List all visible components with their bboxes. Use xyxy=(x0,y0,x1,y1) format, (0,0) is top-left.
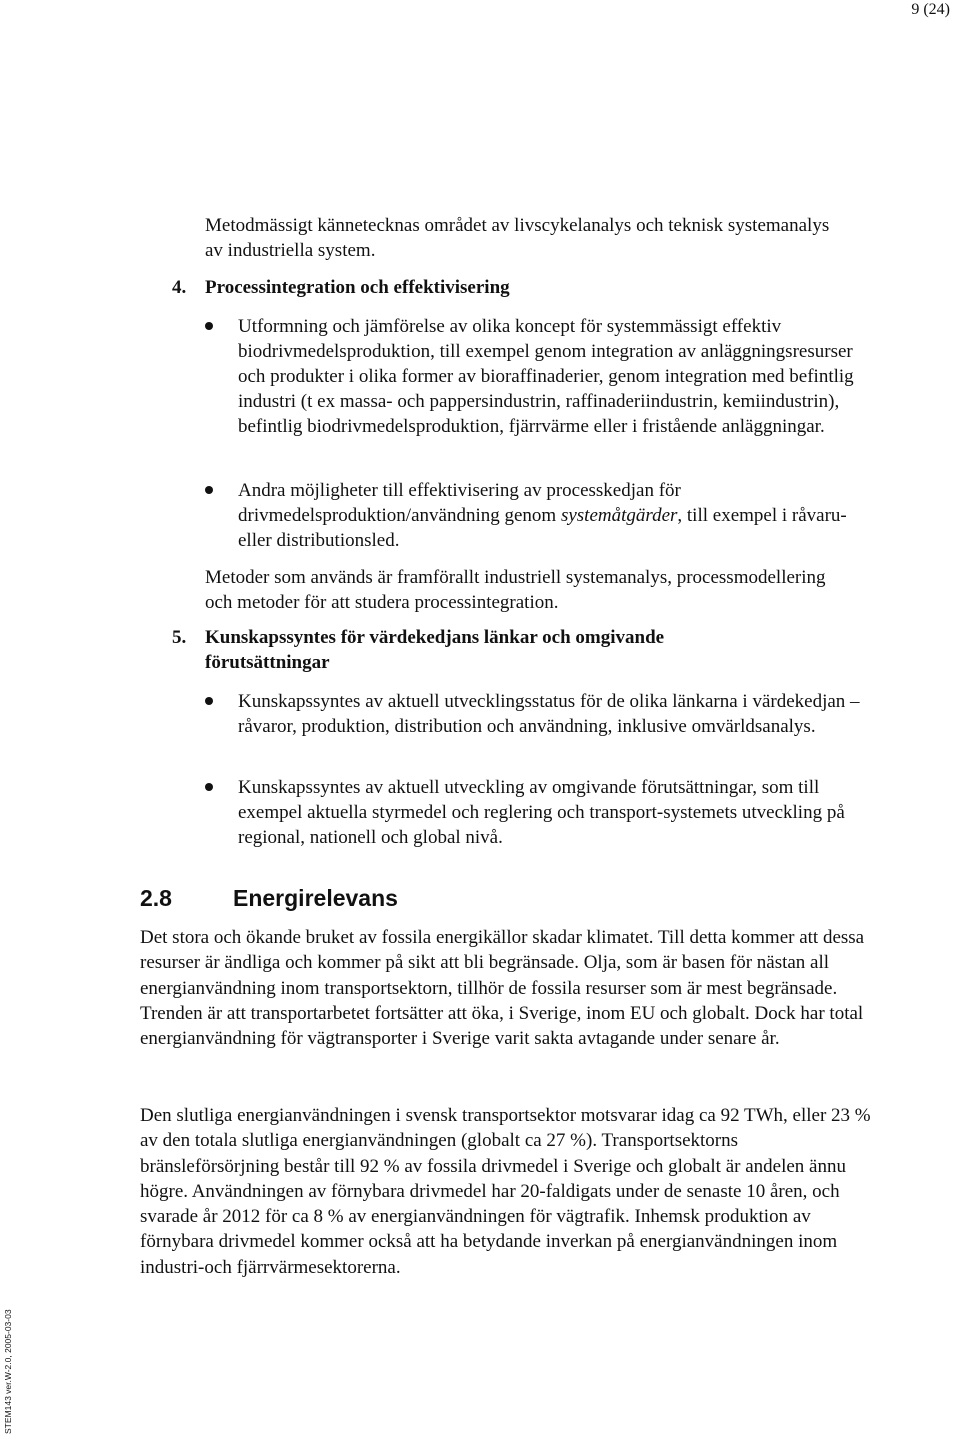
item-4-bullet-2-start: Andra möjligheter till effektivisering av processkedjan för drivmedelsproduktion/användning genom xyxy=(238,480,681,526)
intro-paragraph: Metodmässigt kännetecknas området av livscykelanalys och teknisk systemanalys av industriella system. xyxy=(205,215,830,261)
item-4-bullet-2 xyxy=(238,478,878,553)
bullet-icon xyxy=(205,322,213,330)
section-paragraph-2: Den slutliga energianvändningen i svensk transportsektor motsvarar idag ca 92 TWh, eller 23 % av den totala slutliga energianvändningen (globalt ca 27 %). Transportsektorns bränsleförsörjning består till 92 % av fossila drivmedel i Sverige och globalt är andelen ännu högre. Användningen av förnybara drivmedel har 20-faldigats under de senaste 10 åren, och svarade år 2012 för ca 8 % av energianvändningen för vägtrafik. Inhemsk produktion av förnybara drivmedel kommer också att ha betydande inverkan på energianvändningen inom industri-och fjärrvärmesektorerna. xyxy=(140,1105,871,1278)
item-4-bullet-1: Utformning och jämförelse av olika koncept för systemmässigt effektiv biodrivmedelsproduktion, till exempel genom integration av anläggningsresurser och produkter i olika former av bioraffinaderier, genom integration med befintlig industri (t ex massa- och pappersindustrin, raffinaderiindustrin, kemiindustrin), befintlig biodrivmedelsproduktion, fjärrvärme eller i fristående anläggningar. xyxy=(238,316,854,437)
item-5-number: 5. xyxy=(172,627,187,648)
section-number: 2.8 xyxy=(140,885,172,911)
item-4-bullet-2-end: , till exempel i råvaru- eller distributionsled. xyxy=(238,505,847,551)
bullet-icon xyxy=(205,486,213,494)
item-4-bullet-2-emphasis: systemåtgärder xyxy=(560,505,678,526)
item-5-title-line-1: Kunskapssyntes för värdekedjans länkar och omgivande xyxy=(205,627,665,648)
side-stamp xyxy=(2,1284,16,1434)
item-4-number: 4. xyxy=(172,277,187,298)
item-4-title: Processintegration och effektivisering xyxy=(205,277,510,298)
bullet-icon xyxy=(205,783,213,791)
item-5-bullet-1: Kunskapssyntes av aktuell utvecklingsstatus för de olika länkarna i värdekedjan – råvaror, produktion, distribution och användning, inklusive omvärldsanalys. xyxy=(238,691,860,737)
item-5-title-line-2: förutsättningar xyxy=(205,652,330,673)
bullet-icon xyxy=(205,697,213,705)
item-5-bullet-2: Kunskapssyntes av aktuell utveckling av omgivande förutsättningar, som till exempel aktuella styrmedel och reglering och transport-systemets utveckling på regional, nationell och global nivå. xyxy=(238,777,845,848)
page-number: 9 (24) xyxy=(911,1,950,18)
section-title: Energirelevans xyxy=(233,885,398,911)
section-paragraph-1: Det stora och ökande bruket av fossila energikällor skadar klimatet. Till detta kommer att dessa resurser är ändliga och kommer på sikt att bli begränsade. Olja, som är basen för nästan all energianvändning inom transportsektorn, tillhör de fossila resurser som är mest begränsade. Trenden är att transportarbetet fortsätter att öka, i Sverige, inom EU och globalt. Dock har total energianvändning för vägtransporter i Sverige varit sakta avtagande under senare år. xyxy=(140,927,865,1050)
item-4-methods: Metoder som används är framförallt industriell systemanalys, processmodellering och metoder för att studera processintegration. xyxy=(205,567,826,613)
side-stamp-text: STEM143 ver.W-2.0, 2005-03-03 xyxy=(3,1309,13,1434)
